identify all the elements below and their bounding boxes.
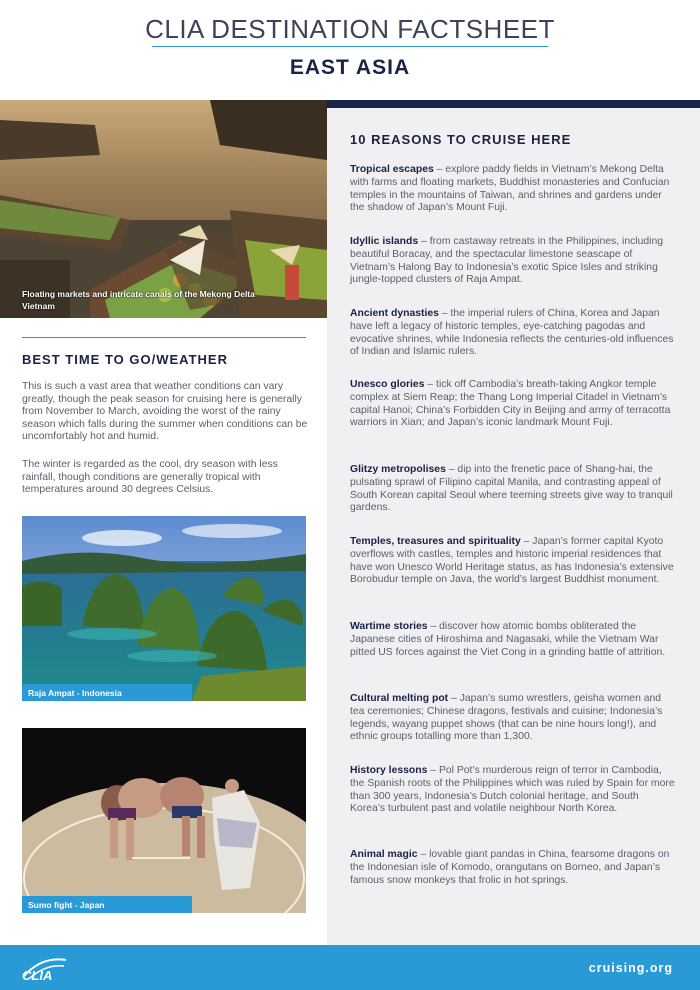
reason-item: [350, 464, 676, 515]
svg-text:CLIA: CLIA: [22, 968, 53, 982]
reason-item: [350, 536, 676, 587]
sumo-caption: Sumo fight - Japan: [22, 896, 192, 913]
reason-text: – Japan’s former capital Kyoto overflows with castles, temples and historic imperial residences that have won Unesco World Heritage status, as has Indonesia’s extensive Borobudur temple on Java, the world’s largest Buddhist monument.: [350, 536, 674, 586]
reason-item: [350, 693, 676, 744]
reason-text: – tick off Cambodia’s breath-taking Angkor temple complex at Siem Reap; the Thang Long Imperial Citadel in Vietnam’s capital Hanoi; China’s Forbidden City in Beijing and army of terracotta warriors in Xian; and Japan’s iconic landmark Mount Fuji.: [350, 379, 671, 429]
reason-text: – discover how atomic bombs obliterated the Japanese cities of Hiroshima and Nagasaki, while the Vietnam War pitted US forces against the Viet Cong in a grinding battle of attrition.: [350, 621, 666, 658]
website-link[interactable]: cruising.org: [588, 961, 673, 975]
factsheet-title: CLIA DESTINATION FACTSHEET: [145, 14, 555, 44]
reason-item: [350, 849, 676, 887]
reason-title: Animal magic: [350, 849, 418, 860]
reason-item: [350, 164, 676, 215]
reason-text: – lovable giant pandas in China, fearsome dragons on the Indonesian isle of Komodo, orangutans on Borneo, and Japan’s famous snow monkeys that frolic in hot springs.: [350, 849, 670, 886]
reason-title: Ancient dynasties: [350, 308, 439, 319]
page-header: [0, 0, 700, 100]
reason-title: Idyllic islands: [350, 236, 419, 247]
reason-item: [350, 308, 676, 359]
clia-logo[interactable]: [20, 954, 70, 982]
reason-title: Glitzy metropolises: [350, 464, 446, 475]
reason-item: [350, 765, 676, 816]
raja-ampat-photo: [22, 516, 306, 701]
reason-item: [350, 379, 676, 430]
best-time-rule: [22, 337, 306, 338]
reason-title: Unesco glories: [350, 379, 425, 390]
reasons-panel: [327, 108, 700, 945]
reason-title: Tropical escapes: [350, 164, 434, 175]
reason-title: Wartime stories: [350, 621, 428, 632]
page-footer: [0, 945, 700, 990]
reason-title: Cultural melting pot: [350, 693, 449, 704]
weather-paragraph-1: This is such a vast area that weather conditions can vary greatly, though the peak season for cruising here is generally from November to March, avoiding the worst of the rainy season which falls during the summer when conditions can be uncomfortably hot and humid.: [22, 381, 308, 443]
reason-text: – Japan’s sumo wrestlers, geisha women and tea ceremonies; Chinese dragons, festivals and cuisine; Indonesia’s legends, wayang puppet shows (that can be nine hours long!), and ethnic groups totalling more than 1,300.: [350, 693, 663, 743]
reason-title: History lessons: [350, 765, 428, 776]
raja-ampat-caption: Raja Ampat - Indonesia: [22, 684, 192, 701]
sumo-photo: [22, 728, 306, 913]
region-title: EAST ASIA: [289, 56, 411, 79]
left-column: [0, 100, 327, 945]
reason-title: Temples, treasures and spirituality: [350, 536, 521, 547]
reason-text: – explore paddy fields in Vietnam’s Mekong Delta with farms and floating markets, Buddhist monasteries and Confucian temples in the mountains of Taiwan, and shrines and gardens under the shadow of Japan’s Mount Fuji.: [350, 164, 670, 214]
reason-text: – from castaway retreats in the Philippines, including beautiful Boracay, and the spectacular limestone seascape of Vietnam’s Halong Bay to Indonesia’s exotic Spice Isles and striking jungle-topped clusters of Raja Ampat.: [350, 236, 664, 286]
reason-text: – Pol Pot’s murderous reign of terror in Cambodia, the Spanish roots of the Philippines which was ruled by Spain for more than 300 years, Indonesia’s Dutch colonial heritage, and South Korea’s turbulent past and volatile neighbour North Korea.: [350, 765, 675, 815]
title-underline: [152, 46, 548, 47]
reason-item: [350, 621, 676, 659]
reason-text: – the imperial rulers of China, Korea and Japan have left a legacy of historic temples, eye-catching pagodas and evocative shrines, while Indonesia reflects the centuries-old influences of Indian and Islamic rulers.: [350, 308, 674, 358]
caption-line-2: Vietnam: [22, 301, 55, 311]
weather-paragraph-2: The winter is regarded as the cool, dry season with less rainfall, though conditions are generally tropical with temperatures around 30 degrees Celsius.: [22, 459, 278, 496]
reason-text: – dip into the frenetic pace of Shang-hai, the pulsating sprawl of Filipino capital Manila, and contrasting appeal of South Korean capital Seoul where teeming streets give way to tranquil gardens.: [350, 464, 673, 514]
mekong-market-photo: [0, 100, 327, 318]
caption-line-1: Floating markets and intricate canals of the Mekong Delta: [22, 289, 255, 299]
mekong-photo-caption: [22, 288, 255, 312]
best-time-heading: BEST TIME TO GO/WEATHER: [22, 352, 228, 367]
reasons-heading: 10 REASONS TO CRUISE HERE: [350, 132, 572, 147]
reason-item: [350, 236, 676, 287]
